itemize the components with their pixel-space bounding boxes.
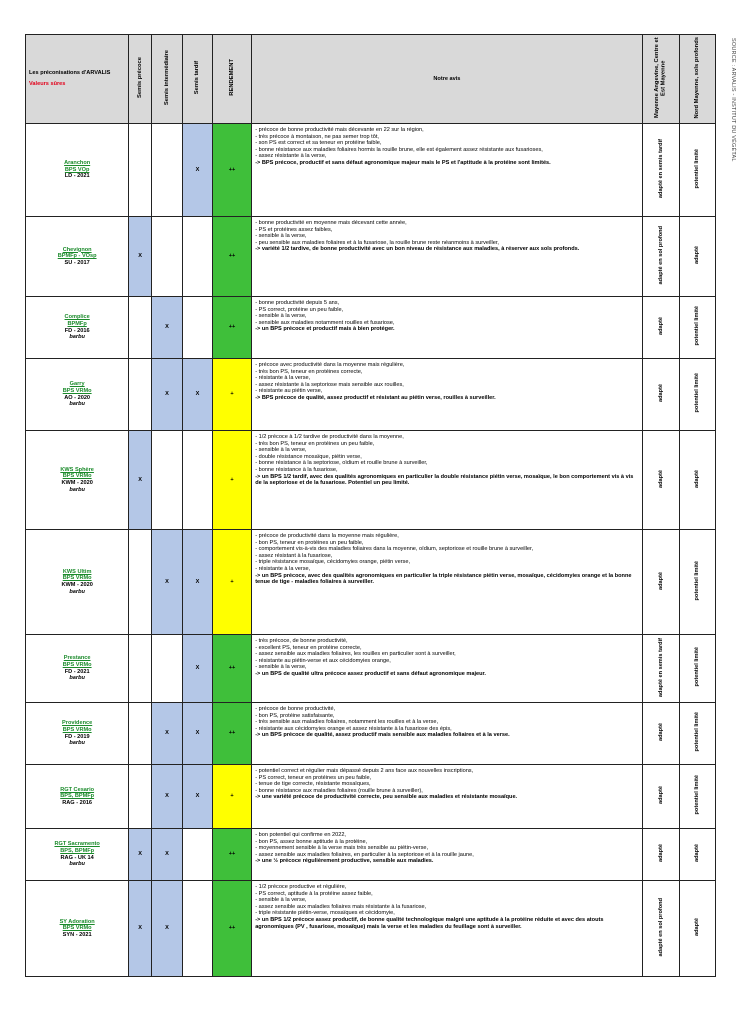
yield-cell: ++ — [212, 703, 251, 765]
zone2-cell — [679, 881, 715, 977]
zone1-cell — [642, 124, 679, 217]
variety-class-link[interactable]: BPMFp - VOsp — [57, 253, 97, 260]
sowing-mid-cell: X — [152, 829, 183, 881]
note-line: - très bon PS, teneur en protéines un peu faible, — [255, 440, 375, 447]
zone2-cell — [679, 530, 715, 635]
sowing-early-cell — [129, 359, 152, 431]
table-body — [26, 124, 716, 977]
note-line: - bonne résistance à la fusariose, — [255, 466, 338, 473]
zone2-cell-text: potentiel limité — [694, 647, 701, 687]
variety-awn-note: barbu — [69, 861, 85, 868]
note-line: - très précoce, de bonne productivité, — [255, 638, 348, 644]
variety-breeder-year: FD - 2021 — [64, 668, 90, 675]
variety-awn-note: barbu — [69, 334, 85, 341]
zone2-cell — [679, 297, 715, 359]
zone1-cell — [642, 765, 679, 829]
variety-cell — [26, 124, 129, 217]
yield-cell: ++ — [212, 881, 251, 977]
note-line: - sensible à la verse, — [255, 447, 307, 454]
yield-cell: + — [212, 765, 251, 829]
note-conclusion: -> une variété précoce de productivité correcte, peu sensible aux maladies et résistante mosaïque. — [255, 794, 518, 801]
sowing-late-cell — [182, 829, 212, 881]
notes-cell — [252, 124, 642, 217]
variety-class-link[interactable]: BPS, BPMFp — [60, 793, 95, 800]
note-line: - potentiel correct et régulier mais dépassé depuis 2 ans face aux nouvelles inscriptions, — [255, 768, 474, 774]
zone2-cell-text: potentiel limité — [694, 373, 701, 413]
variety-class-link[interactable]: BPS, BPMFp — [60, 847, 95, 854]
variety-cell — [26, 765, 129, 829]
note-line: - résistante à la verse, — [255, 565, 311, 572]
note-line: - bon PS, teneur en protéines un peu faible, — [255, 539, 364, 546]
note-line: - PS correct, teneur en protéines un peu faible, — [255, 774, 372, 781]
variety-class-link[interactable]: BPS VRMo — [62, 925, 92, 932]
table-row — [26, 765, 716, 829]
sowing-late-cell: X — [182, 124, 212, 217]
yield-cell: ++ — [212, 124, 251, 217]
notes-cell — [252, 829, 642, 881]
variety-class-link[interactable]: BPS VOp — [64, 166, 90, 173]
variety-cell — [26, 217, 129, 297]
sowing-early-cell — [129, 530, 152, 635]
header-notes: Notre avis — [252, 35, 642, 124]
zone1-cell — [642, 703, 679, 765]
sowing-mid-cell: X — [152, 765, 183, 829]
note-line: - assez résistante à la verse, — [255, 153, 327, 160]
sowing-late-cell: X — [182, 359, 212, 431]
sowing-late-cell: X — [182, 703, 212, 765]
sowing-mid-cell: X — [152, 359, 183, 431]
notes-cell — [252, 635, 642, 703]
note-line: - bonne productivité en moyenne mais décevant cette année, — [255, 220, 407, 226]
variety-cell — [26, 703, 129, 765]
variety-name-link[interactable]: RGT Cesario — [60, 786, 95, 793]
sowing-late-cell: X — [182, 635, 212, 703]
table-row — [26, 297, 716, 359]
variety-cell — [26, 297, 129, 359]
zone1-cell — [642, 297, 679, 359]
zone1-cell-text: adapté en sol profond — [657, 897, 664, 957]
variety-name-link[interactable]: Aranchon — [64, 160, 91, 167]
zone1-cell — [642, 431, 679, 530]
header-late: Semis tardif — [182, 35, 212, 124]
note-line: - sensible à la verse, — [255, 233, 307, 240]
source-note: SOURCE : ARVALIS - INSTITUT DU VÉGÉTAL — [730, 38, 736, 162]
header-early: Semis précoce — [129, 35, 152, 124]
note-line: - moyennement sensible à la verse mais très sensible au piétin-verse, — [255, 845, 429, 852]
note-conclusion: -> un BPS de qualité ultra précoce assez productif et sans défaut agronomique majeur. — [255, 670, 486, 677]
variety-class-link[interactable]: BPS VRMo — [62, 387, 92, 394]
zone1-cell-text: adapté — [657, 469, 664, 488]
note-conclusion: -> BPS précoce, productif et sans défaut agronomique majeur mais le PS et l'aptitude à la protéine sont limités. — [255, 159, 551, 166]
zone1-cell-text: adapté — [657, 844, 664, 863]
zone2-cell — [679, 635, 715, 703]
header-zone2: Nord Mayenne, sols profonds — [679, 35, 715, 124]
zone2-cell — [679, 124, 715, 217]
note-line: - excellent PS, teneur en protéine correcte, — [255, 644, 362, 651]
zone2-cell-text: adapté — [694, 246, 701, 265]
note-line: - triple résistante piétin-verse, mosaïques et cécidomyie, — [255, 910, 395, 917]
note-line: - sensible à la verse, — [255, 897, 307, 904]
note-line: - assez résistante à la septoriose mais sensible aux rouilles, — [255, 381, 404, 388]
variety-awn-note: barbu — [69, 740, 85, 747]
sowing-early-cell — [129, 297, 152, 359]
yield-cell: ++ — [212, 635, 251, 703]
table-row — [26, 359, 716, 431]
zone2-cell — [679, 703, 715, 765]
zone2-cell-text: adapté — [694, 844, 701, 863]
zone2-cell — [679, 431, 715, 530]
zone1-cell — [642, 530, 679, 635]
note-line: - bonne résistance aux maladies foliaires hormis la rouille brune, elle est également assez résistante aux fusarioses, — [255, 146, 543, 153]
note-line: - PS correct, aptitude à la protéine assez faible, — [255, 890, 373, 897]
zone1-cell — [642, 635, 679, 703]
table-row — [26, 217, 716, 297]
note-line: - sensible aux maladies notamment rouilles et fusariose, — [255, 319, 395, 326]
variety-breeder-year: SU - 2017 — [64, 259, 90, 266]
table-row — [26, 703, 716, 765]
zone1-cell-text: adapté — [657, 786, 664, 805]
variety-awn-note: barbu — [69, 588, 85, 595]
note-line: - précoce de bonne productivité, — [255, 706, 336, 712]
variety-cell — [26, 829, 129, 881]
note-line: - bon PS, protéine satisfaisante, — [255, 712, 335, 719]
header-mid: Semis intermédiaire — [152, 35, 183, 124]
zone1-cell — [642, 881, 679, 977]
note-line: - son PS est correct et sa teneur en protéine faible, — [255, 140, 382, 147]
note-line: - résistante au piétin-verse et aux cécidomyies orange, — [255, 657, 391, 664]
sowing-mid-cell — [152, 217, 183, 297]
note-line: - assez sensible aux maladies foliaires, les rouilles en particulier sont à surveiller, — [255, 651, 456, 658]
note-line: - tenue de tige correcte, résistante mosaïques, — [255, 781, 371, 788]
sowing-mid-cell: X — [152, 703, 183, 765]
notes-cell — [252, 881, 642, 977]
note-line: - assez sensible aux maladies foliaires mais résistante à la fusariose, — [255, 903, 427, 910]
zone1-cell — [642, 359, 679, 431]
sowing-early-cell — [129, 703, 152, 765]
sowing-mid-cell: X — [152, 530, 183, 635]
zone1-cell-text: adapté — [657, 571, 664, 590]
yield-cell: + — [212, 530, 251, 635]
notes-cell — [252, 431, 642, 530]
variety-class-link[interactable]: BPS VRMo — [62, 473, 92, 480]
note-line: - résistante au piétin verse, — [255, 388, 323, 395]
variety-class-link[interactable]: BPS VRMo — [62, 726, 92, 733]
note-conclusion: -> variété 1/2 tardive, de bonne productivité avec un bon niveau de résistance aux maladies, à réserver aux sols profonds. — [255, 246, 580, 253]
table-row — [26, 881, 716, 977]
table-row — [26, 635, 716, 703]
valeurs-sures-label: Valeurs sûres — [29, 81, 66, 87]
table-row — [26, 829, 716, 881]
zone1-cell — [642, 829, 679, 881]
variety-awn-note: barbu — [69, 675, 85, 682]
notes-cell — [252, 217, 642, 297]
variety-name-link[interactable]: Providence — [62, 720, 93, 727]
note-line: - sensible à la verse, — [255, 664, 307, 671]
yield-cell: ++ — [212, 829, 251, 881]
variety-name-link[interactable]: RGT Sacramento — [54, 841, 100, 848]
zone2-cell-text: potentiel limité — [694, 306, 701, 346]
sowing-late-cell — [182, 881, 212, 977]
sowing-late-cell: X — [182, 765, 212, 829]
note-line: - 1/2 précoce à 1/2 tardive de productivité dans la moyenne, — [255, 434, 404, 440]
note-conclusion: -> BPS précoce de qualité, assez productif et résistant au piétin verse, rouilles à surveiller. — [255, 394, 496, 401]
variety-name-link[interactable]: Complice — [64, 314, 90, 321]
header-zone1: Mayenne Angevine, Centre et Est Mayenne — [642, 35, 679, 124]
variety-cell — [26, 359, 129, 431]
variety-breeder-year: FD - 2019 — [64, 733, 90, 740]
sowing-mid-cell — [152, 635, 183, 703]
yield-cell: ++ — [212, 297, 251, 359]
zone1-cell-text: adapté en semis tardif — [657, 139, 664, 199]
sowing-mid-cell — [152, 431, 183, 530]
yield-cell: + — [212, 431, 251, 530]
note-line: - bonne productivité depuis 5 ans, — [255, 300, 340, 306]
note-conclusion: -> une ½ précoce régulièrement productive, sensible aux maladies. — [255, 858, 434, 865]
recommendation-table — [25, 34, 716, 977]
note-line: - précoce de bonne productivité mais décevante en 22 sur la région, — [255, 127, 424, 133]
zone1-cell-text: adapté en semis tardif — [657, 637, 664, 697]
note-line: - comportement vis-à-vis des maladies foliaires dans la moyenne, oïdium, septoriose et rouille brune à surveiller, — [255, 546, 534, 553]
zone2-cell — [679, 829, 715, 881]
note-line: - précoce de productivité dans la moyenne mais régulière, — [255, 533, 399, 539]
variety-name-link[interactable]: KWS Ultim — [62, 568, 92, 575]
sowing-mid-cell: X — [152, 297, 183, 359]
zone1-cell — [642, 217, 679, 297]
variety-class-link[interactable]: BPS VRMo — [62, 575, 92, 582]
header-row — [26, 35, 716, 124]
zone2-cell-text: potentiel limité — [694, 712, 701, 752]
zone2-cell — [679, 765, 715, 829]
notes-cell — [252, 703, 642, 765]
variety-breeder-year: FD - 2016 — [64, 327, 90, 334]
note-line: - très précoce à montaison, ne pas semer trop tôt, — [255, 133, 379, 140]
note-line: - bonne résistance à la septoriose, oïdium et rouille brune à surveiller, — [255, 460, 428, 467]
note-line: - assez sensible aux maladies foliaires, en particulier à la septoriose et à la rouille jaune, — [255, 851, 474, 858]
header-yield: RENDEMENT — [212, 35, 251, 124]
note-line: - peu sensible aux maladies foliaires et à la fusariose, la rouille brune reste néanmoins à surveiller, — [255, 239, 499, 246]
notes-cell — [252, 359, 642, 431]
zone2-cell-text: adapté — [694, 469, 701, 488]
notes-cell — [252, 297, 642, 359]
variety-breeder-year: LD - 2021 — [64, 173, 90, 180]
sowing-early-cell: X — [129, 217, 152, 297]
zone1-cell-text: adapté en sol profond — [657, 225, 664, 285]
zone2-cell-text: potentiel limité — [694, 775, 701, 815]
note-line: - très bon PS, teneur en protéines correcte, — [255, 368, 363, 375]
note-conclusion: -> un BPS précoce et productif mais à bien protéger. — [255, 326, 395, 333]
variety-name-link[interactable]: SY Adoration — [59, 918, 95, 925]
note-line: - 1/2 précoce productive et régulière, — [255, 884, 347, 890]
note-line: - assez résistant à la fusariose, — [255, 552, 333, 559]
sowing-early-cell — [129, 635, 152, 703]
sowing-mid-cell — [152, 124, 183, 217]
zone2-cell — [679, 359, 715, 431]
variety-breeder-year: RAG - 2016 — [62, 799, 93, 806]
sowing-late-cell: X — [182, 530, 212, 635]
note-line: - PS et protéines assez faibles, — [255, 226, 333, 233]
sowing-mid-cell: X — [152, 881, 183, 977]
variety-cell — [26, 881, 129, 977]
sowing-early-cell: X — [129, 829, 152, 881]
note-line: - bonne résistance aux maladies foliaires (rouille brune à surveiller), — [255, 787, 423, 794]
note-line: - PS correct, protéine un peu faible, — [255, 306, 344, 313]
variety-name-link[interactable]: Prestance — [63, 655, 91, 662]
variety-breeder-year: KWM - 2020 — [61, 480, 93, 486]
variety-breeder-year: KWM - 2020 — [61, 582, 93, 588]
variety-breeder-year: SYN - 2021 — [62, 931, 92, 938]
zone2-cell-text: adapté — [694, 918, 701, 937]
zone1-cell-text: adapté — [657, 384, 664, 403]
zone1-cell-text: adapté — [657, 317, 664, 336]
table-row — [26, 530, 716, 635]
note-line: - bon potentiel qui confirme en 2022, — [255, 832, 346, 838]
variety-name-link[interactable]: KWS Sphère — [60, 466, 94, 473]
note-line: - triple résistance mosaïque, cécidomyies orange, piétin verse, — [255, 559, 411, 566]
sowing-early-cell — [129, 124, 152, 217]
sowing-early-cell: X — [129, 431, 152, 530]
header-title-cell — [26, 35, 129, 124]
variety-cell — [26, 530, 129, 635]
note-line: - sensible à la verse, — [255, 313, 307, 320]
table-title: Les préconisations d'ARVALIS — [29, 70, 111, 77]
zone2-cell-text: potentiel limité — [694, 560, 701, 601]
variety-name-link[interactable]: Garry — [69, 381, 85, 388]
zone2-cell-text: potentiel limité — [694, 148, 701, 189]
note-conclusion: -> un BPS précoce de qualité, assez productif mais sensible aux maladies foliaires et à la verse. — [255, 732, 510, 739]
variety-cell — [26, 431, 129, 530]
sowing-late-cell — [182, 431, 212, 530]
note-conclusion: -> un BPS 1/2 tardif, avec des qualités agronomiques en particulier la double résistance piétin verse, mosaïque, le bon comportement vis à vis de la septoriose et de la fusariose. Potentiel un peu limité. — [255, 473, 634, 487]
variety-class-link[interactable]: BPMFp — [67, 320, 87, 327]
zone2-cell — [679, 217, 715, 297]
variety-breeder-year: AO - 2020 — [64, 394, 91, 401]
sowing-early-cell — [129, 765, 152, 829]
sowing-late-cell — [182, 217, 212, 297]
variety-name-link[interactable]: Chevignon — [62, 246, 92, 253]
note-line: - très sensible aux maladies foliaires, notamment les rouilles et à la verse, — [255, 719, 438, 726]
variety-cell — [26, 635, 129, 703]
note-line: - bon PS, assez bonne aptitude à la protéine, — [255, 838, 368, 845]
variety-awn-note: barbu — [69, 401, 85, 408]
note-conclusion: -> un BPS 1/2 précoce assez productif, de bonne qualité technologique malgré une aptitude à la protéine réduite et avec des atouts agronomiques (PV , fusariose, mosaïque) mais la verse et les maladies du feuillage sont à surveiller. — [255, 916, 604, 930]
sowing-late-cell — [182, 297, 212, 359]
sowing-early-cell: X — [129, 881, 152, 977]
note-line: - résistante à la verse, — [255, 375, 311, 382]
note-conclusion: -> un BPS précoce, avec des qualités agronomiques en particulier la triple résistance piétin verse, mosaïque, cécidomyies orange et la bonne tenue de tige - maladies foliaires à surveiller. — [255, 572, 632, 586]
note-line: - précoce avec productivité dans la moyenne mais régulière, — [255, 362, 405, 368]
yield-cell: + — [212, 359, 251, 431]
yield-cell: ++ — [212, 217, 251, 297]
variety-awn-note: barbu — [69, 486, 85, 493]
variety-class-link[interactable]: BPS VRMo — [62, 661, 92, 668]
notes-cell — [252, 765, 642, 829]
table-row — [26, 124, 716, 217]
note-line: - double résistance mosaïque, piétin verse, — [255, 453, 362, 460]
table-row — [26, 431, 716, 530]
notes-cell — [252, 530, 642, 635]
zone1-cell-text: adapté — [657, 723, 664, 742]
note-line: - résistante aux cécidomyies orange et assez résistante à la fusariose des épis, — [255, 725, 452, 732]
variety-breeder-year: RAG - UK 14 — [60, 854, 94, 861]
